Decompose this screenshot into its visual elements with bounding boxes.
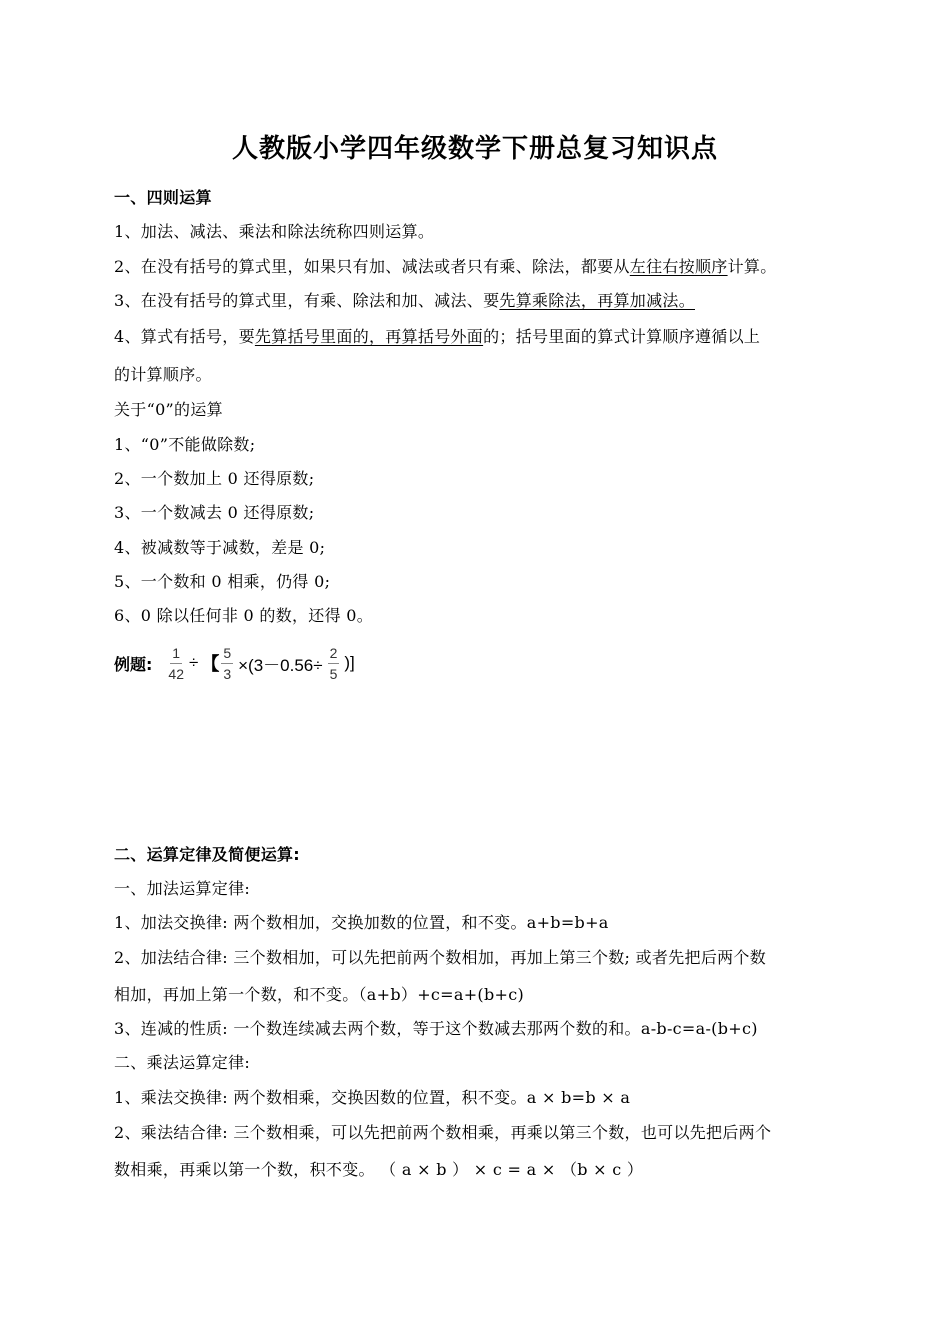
zero-heading: 关于“0”的运算 — [114, 400, 223, 419]
mul-law-2: 2、乘法结合律: 三个数相乘，可以先把前两个数相乘，再乘以第三个数，也可以先把后两个 — [114, 1123, 772, 1142]
rule-3: 3、在没有括号的算式里，有乘、除法和加、减法、要先算乘除法，再算加减法。 — [114, 291, 695, 310]
rule-4: 4、算式有括号，要先算括号里面的，再算括号外面的；括号里面的算式计算顺序遵循以上 — [114, 327, 761, 346]
underlined-text: 左往右按顺序 — [629, 257, 728, 276]
rule-2: 2、在没有括号的算式里，如果只有加、减法或者只有乘、除法，都要从左往右按顺序计算。 — [114, 257, 777, 276]
zero-rule-1: 1、“0”不能做除数; — [114, 435, 256, 454]
underlined-text: 先算乘除法，再算加减法。 — [499, 291, 695, 310]
divide-sign: ÷ — [188, 653, 199, 672]
left-bracket: 【 — [201, 654, 220, 675]
fraction-2: $\frac{5}{3}$ — [223, 644, 232, 682]
mul-laws-heading: 二、乘法运算定律: — [114, 1053, 251, 1072]
underlined-text: 先算括号里面的，再算括号外面 — [254, 327, 484, 346]
fraction-3: $\frac{2}{5}$ — [329, 644, 338, 682]
zero-rule-3: 3、一个数减去 0 还得原数; — [114, 503, 315, 522]
add-law-2-cont: 相加，再加上第一个数，和不变。（a+b）+c=a+(b+c) — [114, 985, 525, 1004]
add-laws-heading: 一、加法运算定律: — [114, 879, 251, 898]
add-law-2: 2、加法结合律: 三个数相加，可以先把前两个数相加，再加上第三个数; 或者先把后两个数 — [114, 948, 767, 967]
zero-rule-4: 4、被减数等于减数，差是 0; — [114, 538, 326, 557]
example-problem — [114, 640, 358, 686]
zero-rule-6: 6、0 除以任何非 0 的数，还得 0。 — [114, 606, 374, 625]
section2-heading: 二、运算定律及简便运算: — [114, 845, 300, 864]
mul-law-1: 1、乘法交换律: 两个数相乘，交换因数的位置，积不变。a × b=b × a — [114, 1088, 631, 1107]
sub-property: 3、连减的性质: 一个数连续减去两个数，等于这个数减去那两个数的和。a-b-c=a-(b+c) — [114, 1019, 758, 1038]
expression-middle: ×(3－0.56÷ — [238, 655, 323, 675]
zero-rule-5: 5、一个数和 0 相乘，仍得 0; — [114, 572, 331, 591]
expression-end: )] — [344, 653, 355, 672]
zero-rule-2: 2、一个数加上 0 还得原数; — [114, 469, 315, 488]
section1-heading: 一、四则运算 — [114, 188, 212, 207]
rule-1: 1、加法、减法、乘法和除法统称四则运算。 — [114, 222, 435, 241]
fraction-1: $\frac{1}{42}$ — [168, 644, 184, 682]
mul-law-2-cont: 数相乘，再乘以第一个数，积不变。 （ a × b ） × c = a × （b × c ） — [114, 1160, 644, 1179]
rule-4-cont: 的计算顺序。 — [114, 365, 212, 384]
page-title: 人教版小学四年级数学下册总复习知识点 — [231, 134, 718, 164]
example-label: 例题: — [114, 654, 153, 674]
add-law-1: 1、加法交换律: 两个数相加，交换加数的位置，和不变。a+b=b+a — [114, 913, 609, 932]
